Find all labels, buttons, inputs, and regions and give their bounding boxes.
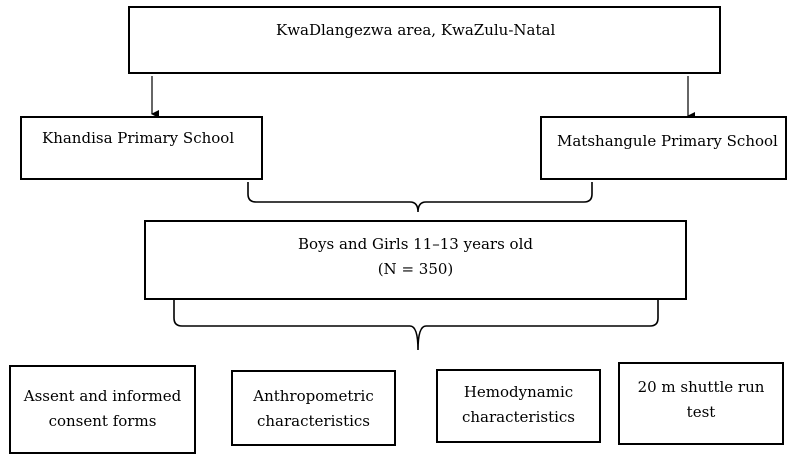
measure-box-consent — [9, 365, 196, 454]
measure-box-hemodynamic — [436, 369, 601, 443]
measure-box-anthropometric — [231, 370, 396, 446]
brace-schools — [248, 182, 592, 212]
measure-shuttle-line2: test — [686, 403, 716, 421]
measure-hemodynamic-line1: Hemodynamic — [463, 383, 574, 401]
measure-box-shuttle-run — [618, 362, 784, 445]
measure-hemodynamic-line2: characteristics — [461, 408, 575, 426]
brace-measures — [174, 300, 658, 350]
measure-anthropometric-line1: Anthropometric — [253, 387, 374, 405]
school-box-matshangule — [540, 116, 787, 180]
participants-label — [146, 232, 685, 282]
region-box — [128, 6, 721, 74]
school-label-khandisa: Khandisa Primary School — [42, 129, 235, 147]
measure-shuttle-line1: 20 m shuttle run — [637, 378, 765, 396]
participants-line1: Boys and Girls 11–13 years old — [298, 235, 533, 253]
participants-line2: (N = 350) — [377, 260, 454, 278]
measure-anthropometric-line2: characteristics — [256, 412, 370, 430]
region-label: KwaDlangezwa area, KwaZulu-Natal — [276, 21, 556, 39]
measure-consent-line1: Assent and informed — [23, 387, 182, 405]
measure-consent-line2: consent forms — [48, 412, 157, 430]
participants-box — [144, 220, 687, 300]
school-label-matshangule: Matshangule Primary School — [557, 132, 778, 150]
school-box-khandisa — [20, 116, 263, 180]
